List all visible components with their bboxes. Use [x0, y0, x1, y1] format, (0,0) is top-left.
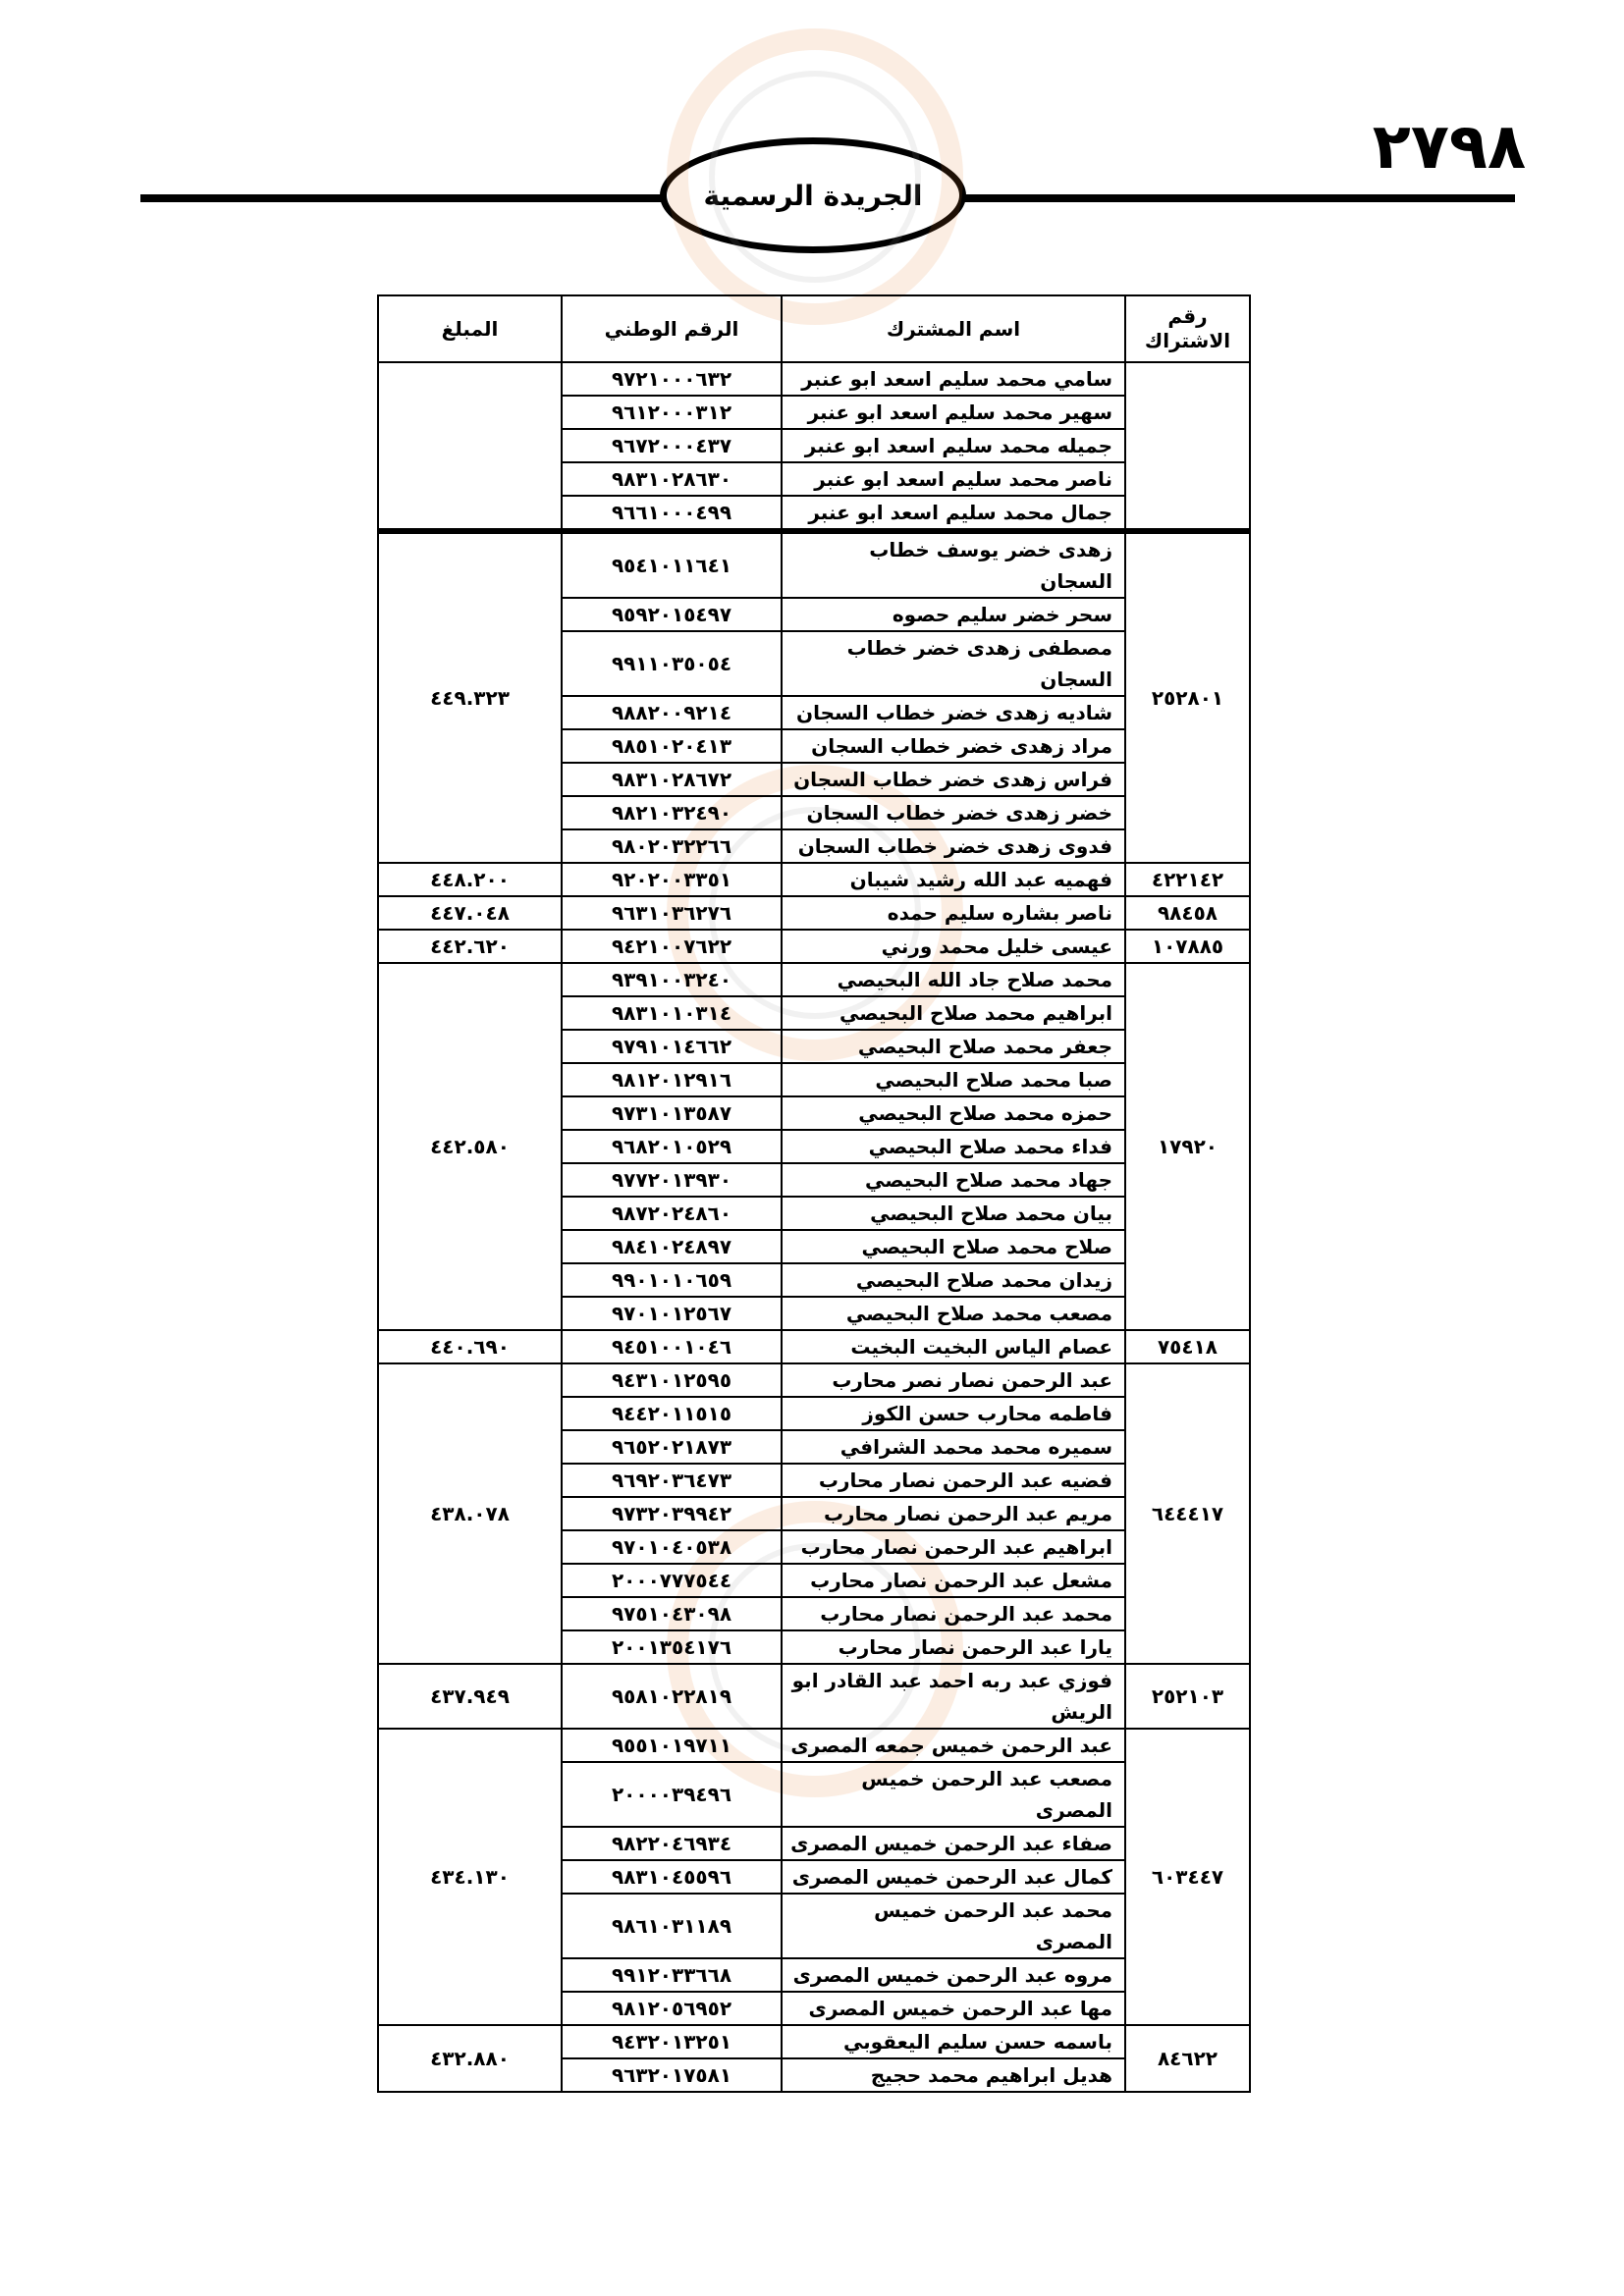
amount-cell: ٤٤٠.٦٩٠: [378, 1330, 562, 1363]
national-number-cell: ٩٢٠٢٠٠٣٣٥١: [562, 863, 782, 896]
national-number-cell: ٩٨٠٢٠٣٢٢٦٦: [562, 829, 782, 863]
table-header-row: [378, 295, 1250, 362]
national-number-cell: ٩٥٨١٠٢٢٨١٩: [562, 1664, 782, 1729]
amount-cell: ٤٤٧.٠٤٨: [378, 896, 562, 930]
table-row: [378, 2025, 1250, 2058]
national-number-cell: ٩٦٣١٠٣٦٢٧٦: [562, 896, 782, 930]
subscription-number-cell: ١٠٧٨٨٥: [1125, 930, 1250, 963]
national-number-cell: ٩٨١٢٠٥٦٩٥٢: [562, 1992, 782, 2025]
subscriber-name-cell: فاطمه محارب حسن الكوز: [782, 1397, 1125, 1430]
national-number-cell: ٩٦٩٢٠٣٦٤٧٣: [562, 1464, 782, 1497]
subscriber-name-cell: فدوى زهدى خضر خطاب السجان: [782, 829, 1125, 863]
national-number-cell: ٩٧٩١٠١٤٦٦٢: [562, 1030, 782, 1063]
national-number-cell: ٩٧٢١٠٠٠٦٣٢: [562, 362, 782, 396]
subscriber-name-cell: مروه عبد الرحمن خميس المصرى: [782, 1958, 1125, 1992]
table-row: [378, 1664, 1250, 1729]
national-number-cell: ٩٤٣١٠١٢٥٩٥: [562, 1363, 782, 1397]
subscriber-name-cell: ناصر محمد سليم اسعد ابو عنبر: [782, 462, 1125, 496]
table-row: [378, 1330, 1250, 1363]
subscriber-name-cell: فهميه عبد الله رشيد شيبان: [782, 863, 1125, 896]
subscriber-name-cell: صبا محمد صلاح البحيصي: [782, 1063, 1125, 1096]
subscription-number-cell: [1125, 362, 1250, 531]
subscription-number-cell: ١٧٩٢٠: [1125, 963, 1250, 1330]
national-number-cell: ٩٧٥١٠٤٣٠٩٨: [562, 1597, 782, 1630]
national-number-cell: ٩٤٥١٠٠١٠٤٦: [562, 1330, 782, 1363]
subscription-number-cell: ٦٤٤٤١٧: [1125, 1363, 1250, 1664]
table-row: [378, 1729, 1250, 1762]
subscriber-name-cell: يارا عبد الرحمن نصار محارب: [782, 1630, 1125, 1664]
national-number-cell: ٩٧٣١٠١٣٥٨٧: [562, 1096, 782, 1130]
national-number-cell: ٩٨٥١٠٢٠٤١٣: [562, 729, 782, 763]
national-number-cell: ٩٧٠١٠١٢٥٦٧: [562, 1297, 782, 1330]
subscriber-name-cell: سهير محمد سليم اسعد ابو عنبر: [782, 396, 1125, 429]
national-number-cell: ٢٠٠١٣٥٤١٧٦: [562, 1630, 782, 1664]
header-subscriber-name: اسم المشترك: [782, 295, 1125, 362]
subscriber-name-cell: صلاح محمد صلاح البحيصي: [782, 1230, 1125, 1263]
national-number-cell: ٢٠٠٠٧٧٧٥٤٤: [562, 1564, 782, 1597]
table-row: [378, 930, 1250, 963]
national-number-cell: ٩٨٧٢٠٢٤٨٦٠: [562, 1197, 782, 1230]
subscriber-name-cell: بيان محمد صلاح البحيصي: [782, 1197, 1125, 1230]
amount-cell: ٤٣٤.١٣٠: [378, 1729, 562, 2025]
subscriber-name-cell: محمد عبد الرحمن خميس المصرى: [782, 1894, 1125, 1958]
national-number-cell: ٩٤٣٢٠١٣٢٥١: [562, 2025, 782, 2058]
subscriber-name-cell: هديل ابراهيم محمد حجيج: [782, 2058, 1125, 2092]
subscriber-name-cell: عصام الياس البخيت البخيت: [782, 1330, 1125, 1363]
national-number-cell: ٩٨١٢٠١٢٩١٦: [562, 1063, 782, 1096]
amount-cell: ٤٣٨.٠٧٨: [378, 1363, 562, 1664]
national-number-cell: ٢٠٠٠٠٣٩٤٩٦: [562, 1762, 782, 1827]
amount-cell: ٤٣٢.٨٨٠: [378, 2025, 562, 2092]
subscriber-name-cell: شاديه زهدى خضر خطاب السجان: [782, 696, 1125, 729]
national-number-cell: ٩٦٥٢٠٢١٨٧٣: [562, 1430, 782, 1464]
national-number-cell: ٩٥٩٢٠١٥٤٩٧: [562, 598, 782, 631]
subscriber-name-cell: مشعل عبد الرحمن نصار محارب: [782, 1564, 1125, 1597]
subscriber-name-cell: فراس زهدى خضر خطاب السجان: [782, 763, 1125, 796]
national-number-cell: ٩٨٦١٠٣١١٨٩: [562, 1894, 782, 1958]
subscriber-name-cell: مصعب عبد الرحمن خميس المصرى: [782, 1762, 1125, 1827]
national-number-cell: ٩٨٨٢٠٠٩٢١٤: [562, 696, 782, 729]
subscriber-name-cell: جعفر محمد صلاح البحيصي: [782, 1030, 1125, 1063]
subscriber-name-cell: مصطفى زهدى خضر خطاب السجان: [782, 631, 1125, 696]
subscriber-name-cell: زيدان محمد صلاح البحيصي: [782, 1263, 1125, 1297]
subscription-number-cell: ٨٤٦٢٢: [1125, 2025, 1250, 2092]
table-body: [378, 362, 1250, 2092]
subscriber-name-cell: ابراهيم عبد الرحمن نصار محارب: [782, 1530, 1125, 1564]
amount-cell: ٤٤٢.٥٨٠: [378, 963, 562, 1330]
subscription-number-cell: ٤٢٢١٤٢: [1125, 863, 1250, 896]
national-number-cell: ٩٩٠١٠١٠٦٥٩: [562, 1263, 782, 1297]
national-number-cell: ٩٧٣٢٠٣٩٩٤٢: [562, 1497, 782, 1530]
subscriber-name-cell: عيسى خليل محمد ورني: [782, 930, 1125, 963]
subscriber-name-cell: سامي محمد سليم اسعد ابو عنبر: [782, 362, 1125, 396]
table-row: [378, 362, 1250, 396]
subscriber-name-cell: مراد زهدى خضر خطاب السجان: [782, 729, 1125, 763]
national-number-cell: ٩٩١١٠٣٥٠٥٤: [562, 631, 782, 696]
subscriber-name-cell: فضيه عبد الرحمن نصار محارب: [782, 1464, 1125, 1497]
subscriber-name-cell: صفاء عبد الرحمن خميس المصرى: [782, 1827, 1125, 1860]
header-amount: المبلغ: [378, 295, 562, 362]
subscriber-name-cell: جميله محمد سليم اسعد ابو عنبر: [782, 429, 1125, 462]
page-number: ٢٧٩٨: [1372, 111, 1526, 184]
national-number-cell: ٩٦٧٢٠٠٠٤٣٧: [562, 429, 782, 462]
subscription-number-cell: ٧٥٤١٨: [1125, 1330, 1250, 1363]
table-row: [378, 896, 1250, 930]
national-number-cell: ٩٦٨٢٠١٠٥٢٩: [562, 1130, 782, 1163]
subscriber-name-cell: محمد عبد الرحمن نصار محارب: [782, 1597, 1125, 1630]
subscriber-name-cell: مريم عبد الرحمن نصار محارب: [782, 1497, 1125, 1530]
national-number-cell: ٩٨٣١٠٢٨٦٧٢: [562, 763, 782, 796]
national-number-cell: ٩٨٣١٠١٠٣١٤: [562, 996, 782, 1030]
subscriber-name-cell: ابراهيم محمد صلاح البحيصي: [782, 996, 1125, 1030]
national-number-cell: ٩٩١٢٠٣٣٦٦٨: [562, 1958, 782, 1992]
subscription-number-cell: ٦٠٣٤٤٧: [1125, 1729, 1250, 2025]
subscription-number-cell: ٢٥٢١٠٣: [1125, 1664, 1250, 1729]
subscriber-name-cell: خضر زهدى خضر خطاب السجان: [782, 796, 1125, 829]
amount-cell: [378, 362, 562, 531]
subscriber-name-cell: فوزي عبد ربه احمد عبد القادر ابو الريش: [782, 1664, 1125, 1729]
national-number-cell: ٩٨٢١٠٣٢٤٩٠: [562, 796, 782, 829]
national-number-cell: ٩٨٢٢٠٤٦٩٣٤: [562, 1827, 782, 1860]
header-national-number: الرقم الوطني: [562, 295, 782, 362]
amount-cell: ٤٤٢.٦٢٠: [378, 930, 562, 963]
national-number-cell: ٩٨٣١٠٤٥٥٩٦: [562, 1860, 782, 1894]
subscriber-name-cell: عبد الرحمن خميس جمعه المصرى: [782, 1729, 1125, 1762]
subscriber-name-cell: فداء محمد صلاح البحيصي: [782, 1130, 1125, 1163]
national-number-cell: ٩٧٧٢٠١٣٩٣٠: [562, 1163, 782, 1197]
national-number-cell: ٩٨٤١٠٢٤٨٩٧: [562, 1230, 782, 1263]
national-number-cell: ٩٨٣١٠٢٨٦٣٠: [562, 462, 782, 496]
amount-cell: ٤٤٨.٢٠٠: [378, 863, 562, 896]
subscriber-name-cell: محمد صلاح جاد الله البحيصي: [782, 963, 1125, 996]
subscriber-name-cell: عبد الرحمن نصار نصر محارب: [782, 1363, 1125, 1397]
subscriber-name-cell: جهاد محمد صلاح البحيصي: [782, 1163, 1125, 1197]
subscription-number-cell: ٢٥٢٨٠١: [1125, 531, 1250, 863]
national-number-cell: ٩٣٩١٠٠٣٢٤٠: [562, 963, 782, 996]
national-number-cell: ٩٦٦١٠٠٠٤٩٩: [562, 496, 782, 531]
subscribers-table-container: [377, 294, 1249, 2093]
table-row: [378, 1363, 1250, 1397]
header-title: الجريدة الرسمية: [703, 179, 923, 212]
table-row: [378, 531, 1250, 598]
amount-cell: ٤٣٧.٩٤٩: [378, 1664, 562, 1729]
national-number-cell: ٩٥٤١٠١١٦٤١: [562, 531, 782, 598]
national-number-cell: ٩٤٤٢٠١١٥١٥: [562, 1397, 782, 1430]
subscriber-name-cell: ناصر بشاره سليم حمده: [782, 896, 1125, 930]
national-number-cell: ٩٦٣٢٠١٧٥٨١: [562, 2058, 782, 2092]
subscribers-table: [377, 294, 1251, 2093]
table-row: [378, 963, 1250, 996]
header-title-oval: [660, 137, 966, 253]
national-number-cell: ٩٤٢١٠٠٧٦٢٢: [562, 930, 782, 963]
national-number-cell: ٩٥٥١٠١٩٧١١: [562, 1729, 782, 1762]
amount-cell: ٤٤٩.٣٢٣: [378, 531, 562, 863]
subscriber-name-cell: زهدى خضر يوسف خطاب السجان: [782, 531, 1125, 598]
subscriber-name-cell: حمزه محمد صلاح البحيصي: [782, 1096, 1125, 1130]
national-number-cell: ٩٧٠١٠٤٠٥٣٨: [562, 1530, 782, 1564]
subscriber-name-cell: كمال عبد الرحمن خميس المصرى: [782, 1860, 1125, 1894]
subscriber-name-cell: سميره محمد محمد الشرافي: [782, 1430, 1125, 1464]
national-number-cell: ٩٦١٢٠٠٠٣١٢: [562, 396, 782, 429]
table-row: [378, 863, 1250, 896]
subscriber-name-cell: مها عبد الرحمن خميس المصرى: [782, 1992, 1125, 2025]
subscription-number-cell: ٩٨٤٥٨: [1125, 896, 1250, 930]
subscriber-name-cell: سحر خضر سليم حصوه: [782, 598, 1125, 631]
subscriber-name-cell: مصعب محمد صلاح البحيصي: [782, 1297, 1125, 1330]
subscriber-name-cell: جمال محمد سليم اسعد ابو عنبر: [782, 496, 1125, 531]
header-subscription-number: رقم الاشتراك: [1125, 295, 1250, 362]
subscriber-name-cell: باسمه حسن سليم اليعقوبي: [782, 2025, 1125, 2058]
